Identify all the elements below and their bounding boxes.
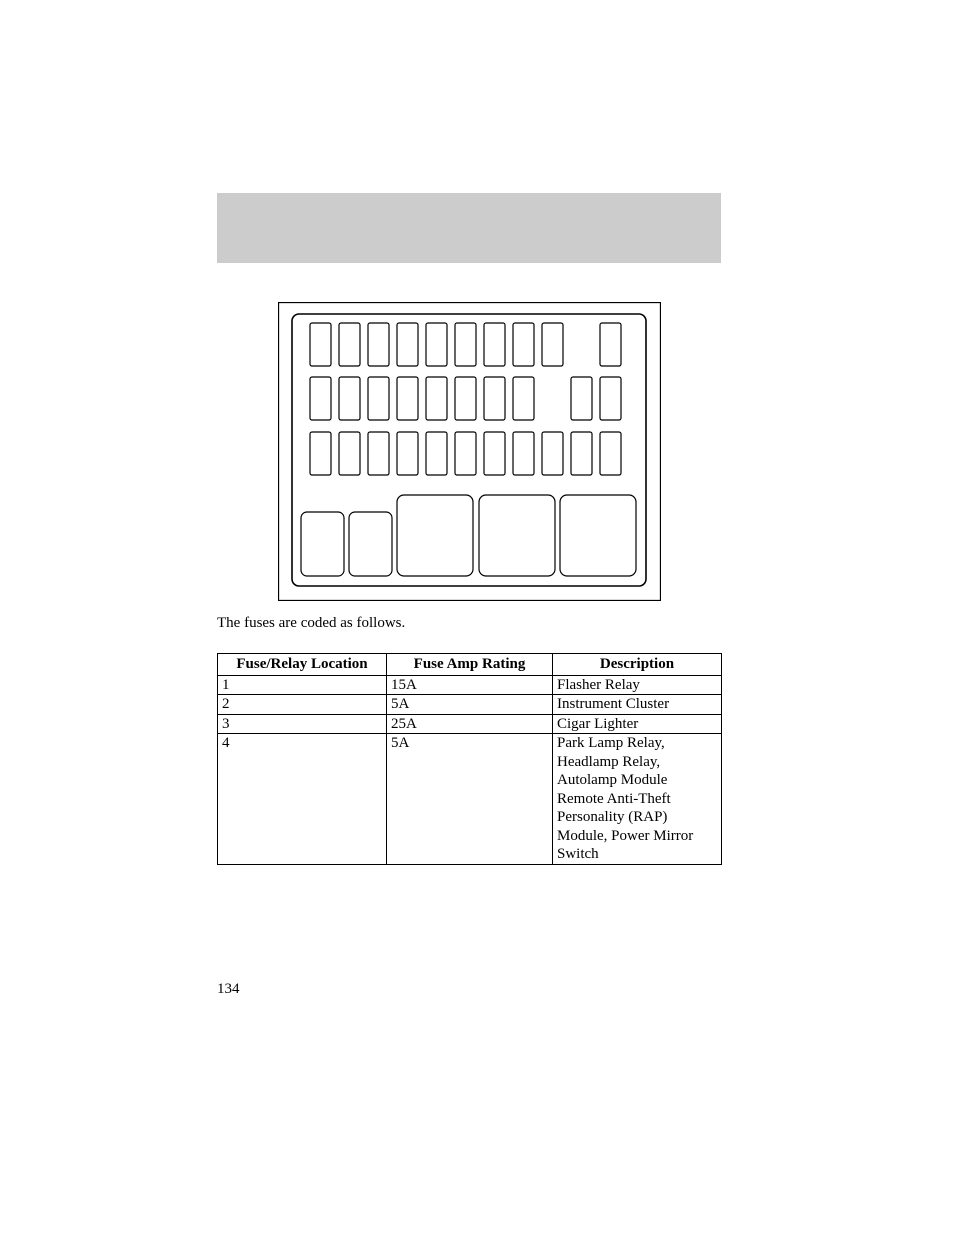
table-row — [218, 695, 722, 715]
table-row — [218, 734, 722, 865]
table-row — [218, 675, 722, 695]
cell-rating: 5A — [387, 695, 553, 715]
cell-location: 3 — [218, 714, 387, 734]
fuse-panel-diagram — [278, 302, 661, 601]
cell-rating: 5A — [387, 734, 553, 865]
cell-description: Flasher Relay — [553, 675, 722, 695]
fuse-table — [217, 653, 722, 865]
cell-location: 1 — [218, 675, 387, 695]
cell-location: 4 — [218, 734, 387, 865]
section-header-band — [217, 193, 721, 263]
table-row — [218, 714, 722, 734]
cell-rating: 15A — [387, 675, 553, 695]
cell-description: Park Lamp Relay, Headlamp Relay, Autolamp Module Remote Anti-Theft Personality (RAP) Module, Power Mirror Switch — [553, 734, 722, 865]
table-header-row — [218, 654, 722, 676]
header-location: Fuse/Relay Location — [218, 654, 387, 676]
header-rating: Fuse Amp Rating — [387, 654, 553, 676]
diagram-frame — [279, 303, 661, 601]
intro-text: The fuses are coded as follows. — [217, 615, 406, 631]
header-description: Description — [553, 654, 722, 676]
cell-description: Cigar Lighter — [553, 714, 722, 734]
page-number: 134 — [217, 981, 240, 997]
cell-location: 2 — [218, 695, 387, 715]
cell-description: Instrument Cluster — [553, 695, 722, 715]
cell-rating: 25A — [387, 714, 553, 734]
